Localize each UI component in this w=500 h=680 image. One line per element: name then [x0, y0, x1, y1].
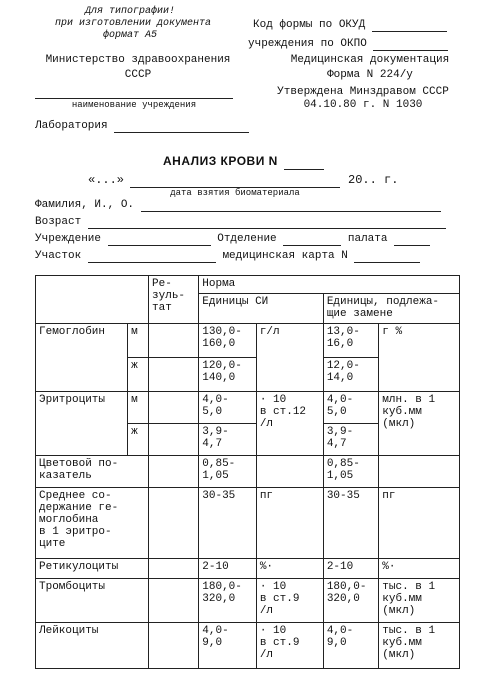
age-label: Возраст: [35, 216, 82, 228]
old-value: 2-10: [323, 559, 378, 579]
old-value: 12,0- 14,0: [323, 358, 378, 392]
okpo-input-line[interactable]: [373, 38, 448, 51]
old-unit: тыс. в 1 куб.мм (мкл): [379, 579, 460, 623]
okpo-field: [248, 38, 448, 51]
surname-field: [35, 199, 441, 212]
result-header: Ре- зуль- тат: [149, 276, 199, 324]
old-units-header: Единицы, подлежа- щие замене: [323, 294, 459, 324]
result-cell[interactable]: [149, 358, 199, 392]
institution-input-line[interactable]: [108, 233, 211, 246]
year-label: 20.. г.: [348, 173, 399, 187]
norm-header: Норма: [199, 276, 460, 294]
district-input-line[interactable]: [88, 250, 216, 263]
result-cell[interactable]: [149, 579, 199, 623]
old-unit: тыс. в 1 куб.мм (мкл): [379, 623, 460, 669]
table-row: [36, 623, 460, 669]
si-unit: [256, 456, 323, 488]
med-docs-block: [270, 54, 470, 82]
date-caption: дата взятия биоматериала: [170, 188, 300, 198]
okud-field: [253, 19, 447, 32]
typography-note-line: формат А5: [102, 30, 157, 41]
old-value: 180,0- 320,0: [323, 579, 378, 623]
department-input-line[interactable]: [283, 233, 341, 246]
table-row: [36, 488, 460, 559]
result-cell[interactable]: [149, 424, 199, 456]
institution-label: Учреждение: [35, 233, 102, 245]
lab-input-line[interactable]: [114, 120, 249, 133]
si-value: 4,0- 9,0: [199, 623, 257, 669]
result-cell[interactable]: [149, 488, 199, 559]
si-unit: · 10 в ст.9 /л: [256, 579, 323, 623]
sex-cell: м: [128, 324, 149, 358]
old-value: 3,9- 4,7: [323, 424, 378, 456]
district-card-field: [35, 250, 420, 263]
param-name: Лейкоциты: [36, 623, 149, 669]
okud-label: Код формы по ОКУД: [253, 19, 366, 31]
date-input-line[interactable]: [130, 174, 340, 188]
result-cell[interactable]: [149, 559, 199, 579]
lab-field: [35, 120, 249, 133]
ministry-line: СССР: [124, 69, 152, 81]
okud-input-line[interactable]: [372, 19, 447, 32]
old-unit: [379, 456, 460, 488]
ministry-line: Министерство здравоохранения: [45, 54, 231, 66]
si-units-header: Единицы СИ: [199, 294, 324, 324]
approval-line: Утверждена Минздравом СССР: [277, 86, 449, 98]
district-label: Участок: [35, 250, 82, 262]
okpo-label: учреждения по ОКПО: [248, 38, 367, 50]
result-cell[interactable]: [149, 324, 199, 358]
institution-caption: наименование учреждения: [71, 100, 197, 110]
result-cell[interactable]: [149, 456, 199, 488]
sex-cell: ж: [128, 424, 149, 456]
approval-line: 04.10.80 г. N 1030: [303, 99, 423, 111]
surname-label: Фамилия, И., О.: [35, 199, 135, 211]
institution-name-line[interactable]: [35, 86, 233, 99]
si-value: 4,0- 5,0: [199, 392, 257, 424]
card-label: медицинская карта N: [222, 250, 348, 262]
table-row: [36, 559, 460, 579]
ward-input-line[interactable]: [394, 233, 430, 246]
sex-cell: м: [128, 392, 149, 424]
si-value: 3,9- 4,7: [199, 424, 257, 456]
typography-note-line: при изготовлении документа: [55, 18, 212, 29]
param-name: Ретикулоциты: [36, 559, 149, 579]
old-value: 4,0- 9,0: [323, 623, 378, 669]
result-cell[interactable]: [149, 623, 199, 669]
analysis-number-line[interactable]: [284, 157, 324, 170]
old-value: 13,0- 16,0: [323, 324, 378, 358]
param-name: Цветовой по- казатель: [36, 456, 149, 488]
si-value: 180,0- 320,0: [199, 579, 257, 623]
typography-note-line: Для типографии!: [84, 6, 175, 17]
old-unit: млн. в 1 куб.мм (мкл): [379, 392, 460, 456]
si-value: 2-10: [199, 559, 257, 579]
old-value: 30-35: [323, 488, 378, 559]
blood-analysis-table: [35, 275, 460, 669]
surname-input-line[interactable]: [141, 199, 441, 212]
table-row: [36, 579, 460, 623]
table-row: [36, 324, 460, 358]
age-input-line[interactable]: [88, 216, 446, 229]
typography-note: [55, 6, 212, 42]
card-input-line[interactable]: [354, 250, 420, 263]
si-unit: г/л: [256, 324, 323, 392]
age-field: [35, 216, 446, 229]
parameter-header-cell: [36, 276, 149, 324]
si-value: 0,85- 1,05: [199, 456, 257, 488]
param-name: Эритроциты: [36, 392, 128, 456]
table-row: [36, 392, 460, 424]
department-label: Отделение: [217, 233, 277, 245]
si-value: 120,0- 140,0: [199, 358, 257, 392]
param-name: Среднее со- держание ге- моглобина в 1 эритро- ците: [36, 488, 149, 559]
si-unit: · 10 в ст.9 /л: [256, 623, 323, 669]
old-value: 0,85- 1,05: [323, 456, 378, 488]
lab-label: Лаборатория: [35, 120, 108, 132]
si-unit: %·: [256, 559, 323, 579]
param-name: Тромбоциты: [36, 579, 149, 623]
form-title-block: [163, 155, 324, 170]
form-title: АНАЛИЗ КРОВИ N: [163, 154, 278, 168]
institution-department-field: [35, 233, 430, 246]
ministry-block: [33, 54, 243, 82]
si-value: 30-35: [199, 488, 257, 559]
old-unit: %·: [379, 559, 460, 579]
si-unit: · 10 в ст.12 /л: [256, 392, 323, 456]
ward-label: палата: [347, 233, 388, 245]
param-name: Гемоглобин: [36, 324, 128, 392]
form-number: Форма N 224/у: [327, 69, 413, 81]
table-row: [36, 456, 460, 488]
old-unit: пг: [379, 488, 460, 559]
si-value: 130,0- 160,0: [199, 324, 257, 358]
date-quote: «...»: [88, 173, 125, 187]
table-header-row: [36, 276, 460, 294]
old-unit: г %: [379, 324, 460, 392]
sex-cell: ж: [128, 358, 149, 392]
result-cell[interactable]: [149, 392, 199, 424]
si-unit: пг: [256, 488, 323, 559]
approval-block: [258, 86, 468, 112]
old-value: 4,0- 5,0: [323, 392, 378, 424]
med-docs-label: Медицинская документация: [290, 54, 450, 66]
